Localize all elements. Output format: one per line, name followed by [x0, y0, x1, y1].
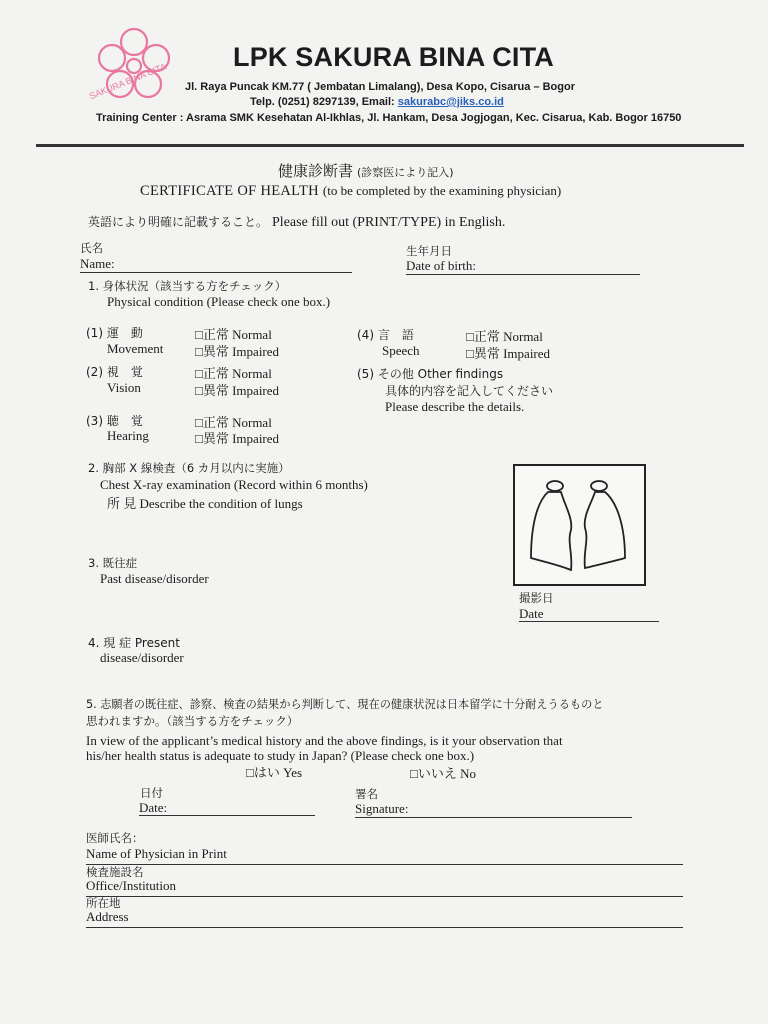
title-en-sub: (to be completed by the examining physician) [322, 183, 562, 198]
sign-date-label-en: Date: [139, 800, 168, 815]
signature-label-jp: 署名 [355, 787, 378, 801]
office-label-en: Office/Institution [86, 878, 177, 893]
dob-label-en: Date of birth: [406, 258, 477, 273]
address-label-en: Address [86, 909, 129, 924]
hearing-normal-checkbox[interactable]: □正常 Normal [195, 415, 272, 430]
org-address: Jl. Raya Puncak KM.77 ( Jembatan Limalang), Desa Kopo, Cisarua – Bogor [185, 81, 576, 93]
title-en-main: CERTIFICATE OF HEALTH [140, 183, 319, 199]
logo-text: SAKURA BINA CITA [88, 61, 168, 102]
speech-label-jp: (4) 言 語 [357, 328, 414, 342]
sign-date-field[interactable] [139, 815, 315, 816]
org-name: LPK SAKURA BINA CITA [233, 42, 554, 72]
xray-date-label-jp: 撮影日 [519, 591, 554, 605]
speech-label-en: Speech [382, 343, 420, 358]
org-phone: Telp. (0251) 8297139, Email: [250, 96, 395, 108]
title-jp-main: 健康診断書 [278, 162, 354, 180]
movement-label-jp: (1) 運 動 [86, 326, 143, 340]
lung-diagram[interactable] [513, 464, 646, 586]
section2-describe: 所 見 Describe the condition of lungs [107, 496, 303, 511]
sign-date-label-jp: 日付 [140, 786, 163, 800]
signature-label-en: Signature: [355, 801, 409, 816]
section5-question-en-2: his/her health status is adequate to study in Japan? (Please check one box.) [86, 748, 475, 763]
title-jp-sub: (診察医により記入) [357, 166, 454, 179]
vision-impaired-checkbox[interactable]: □異常 Impaired [195, 383, 280, 398]
speech-normal-checkbox[interactable]: □正常 Normal [466, 329, 543, 344]
hearing-label-jp: (3) 聴 覚 [86, 414, 143, 428]
other-findings-en: Please describe the details. [385, 399, 525, 414]
org-contact [250, 96, 504, 108]
movement-normal-checkbox[interactable]: □正常 Normal [195, 327, 272, 342]
title-jp [278, 160, 454, 181]
vision-label-en: Vision [107, 380, 141, 395]
xray-date-label-en: Date [519, 606, 544, 621]
hearing-label-en: Hearing [107, 428, 149, 443]
org-email-link[interactable]: sakurabc@jiks.co.id [397, 96, 504, 108]
address-label-jp: 所在地 [86, 896, 121, 910]
physician-name-label-jp: 医師氏名： [86, 831, 144, 845]
vision-normal-checkbox[interactable]: □正常 Normal [195, 366, 272, 381]
section1-title-jp: 1. 身体状況（該当する方をチェック） [88, 279, 287, 293]
instruction-en: Please fill out (PRINT/TYPE) in English. [272, 215, 506, 230]
movement-label-en: Movement [107, 341, 164, 356]
name-label-jp: 氏名 [80, 241, 103, 255]
header-divider [36, 144, 744, 147]
section2-title-en: Chest X-ray examination (Record within 6 months) [100, 477, 368, 492]
instruction [88, 213, 505, 231]
name-label-en: Name: [80, 256, 115, 271]
office-label-jp: 検査施設名 [86, 865, 144, 879]
address-field[interactable] [86, 927, 683, 928]
office-field[interactable] [86, 896, 683, 897]
section4-title-jp: 4. 現 症 Present [88, 636, 180, 650]
title-en [140, 182, 561, 200]
dob-label-jp: 生年月日 [406, 244, 452, 258]
section2-title-jp: 2. 胸部 X 線検査（6 カ月以内に実施） [88, 461, 290, 475]
other-findings-title: (5) その他 Other findings [357, 367, 504, 381]
name-field[interactable] [80, 272, 352, 273]
other-findings-jp: 具体的内容を記入してください [385, 384, 554, 398]
training-center: Training Center : Asrama SMK Kesehatan Al-Ikhlas, Jl. Hankam, Desa Jogjogan, Kec. Cisarua, Kab. Bogor 16750 [96, 112, 682, 124]
movement-impaired-checkbox[interactable]: □異常 Impaired [195, 344, 280, 359]
vision-label-jp: (2) 視 覚 [86, 365, 143, 379]
section1-title-en: Physical condition (Please check one box.) [107, 294, 331, 309]
hearing-impaired-checkbox[interactable]: □異常 Impaired [195, 431, 280, 446]
section5-question-en-1: In view of the applicant’s medical history and the above findings, is it your observation that [86, 733, 563, 748]
physician-name-label-en: Name of Physician in Print [86, 846, 227, 861]
section5-question-jp-1: 5. 志願者の既往症、診察、検査の結果から判断して、現在の健康状況は日本留学に十分耐えうるものと [86, 698, 604, 711]
section3-title-jp: 3. 既往症 [88, 556, 138, 570]
xray-date-field[interactable] [519, 621, 659, 622]
speech-impaired-checkbox[interactable]: □異常 Impaired [466, 346, 551, 361]
no-checkbox[interactable]: □いいえ No [410, 766, 476, 781]
section4-title-en: disease/disorder [100, 650, 184, 665]
lungs-icon [515, 466, 640, 580]
section3-title-en: Past disease/disorder [100, 571, 209, 586]
dob-field[interactable] [406, 274, 640, 275]
section5-question-jp-2: 思われますか。（該当する方をチェック） [86, 714, 299, 728]
yes-checkbox[interactable]: □はい Yes [246, 765, 303, 780]
instruction-jp: 英語により明確に記載すること。 [88, 215, 269, 229]
signature-field[interactable] [355, 817, 632, 818]
physician-name-field[interactable] [86, 864, 683, 865]
